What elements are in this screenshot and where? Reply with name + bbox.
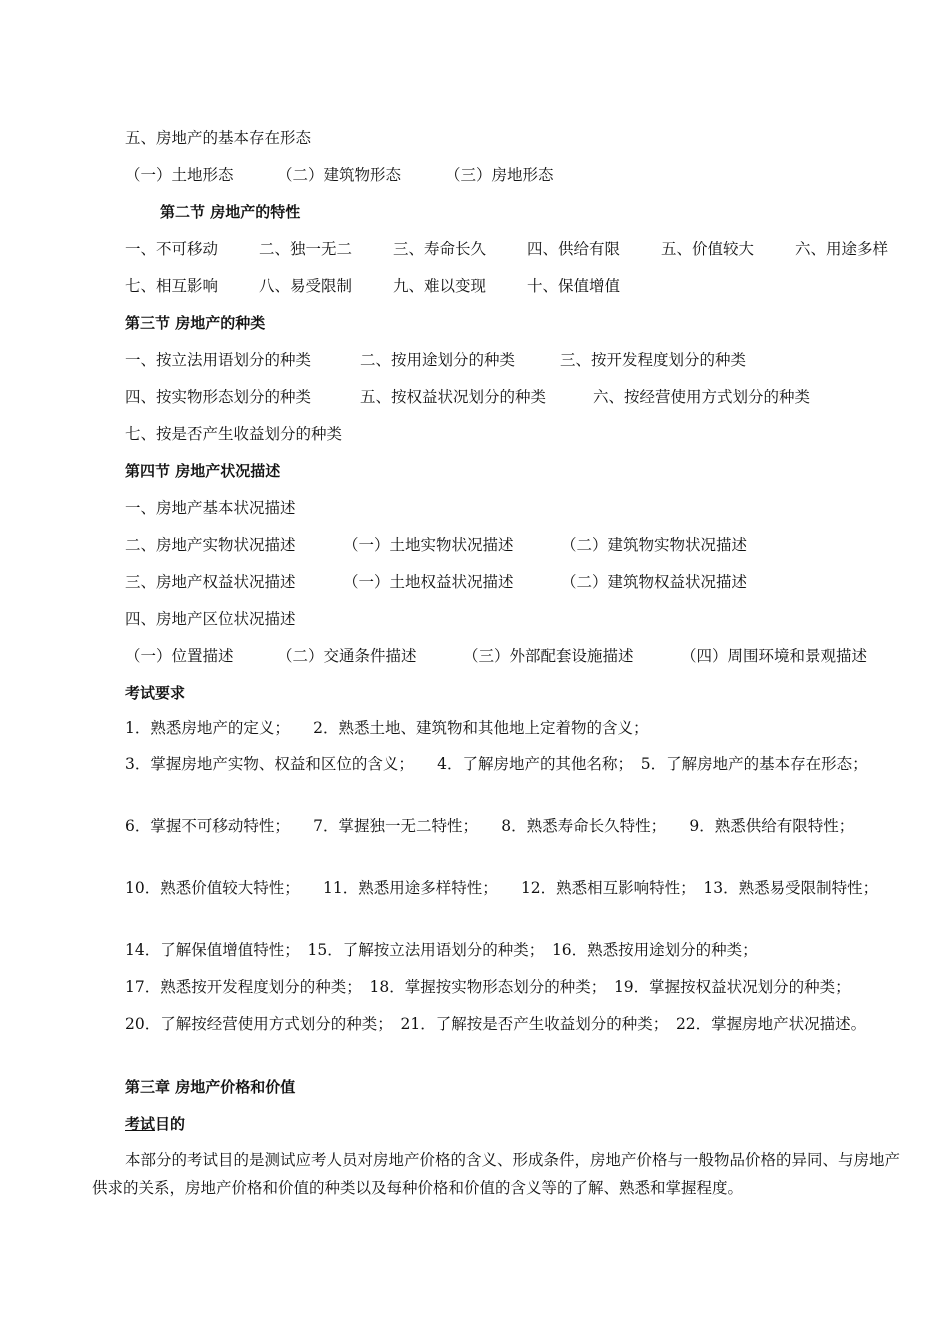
list-item: 四、供给有限 xyxy=(527,240,621,258)
list-item: 一、按立法用语划分的种类 xyxy=(125,351,312,369)
list-item: （一）土地实物状况描述 xyxy=(343,536,514,554)
list-item: （二）建筑物权益状况描述 xyxy=(561,573,748,591)
requirement-paragraph: 3．掌握房地产实物、权益和区位的含义； 4．了解房地产的其他名称； 5．了解房地产的基本存在形态； xyxy=(125,755,868,773)
list-item: （二）建筑物实物状况描述 xyxy=(561,536,748,554)
section-title: 考试要求 xyxy=(125,684,186,702)
list-item: 六、用途多样 xyxy=(795,240,889,258)
list-item: 三、按开发程度划分的种类 xyxy=(560,351,747,369)
list-item: （三）房地形态 xyxy=(445,166,554,184)
section-title: 第三节 房地产的种类 xyxy=(125,314,266,332)
list-item: （四）周围环境和景观描述 xyxy=(681,647,868,665)
list-item: 十、保值增值 xyxy=(527,277,621,295)
requirement-line: 17．熟悉按开发程度划分的种类； 18．掌握按实物形态划分的种类； 19．掌握按权益状况划分的种类； xyxy=(125,978,851,996)
section-heading: 五、房地产的基本存在形态 xyxy=(125,129,312,147)
list-item: （一）土地形态 xyxy=(125,166,234,184)
list-item: 二、按用途划分的种类 xyxy=(360,351,516,369)
subsection-title-rest: 目的 xyxy=(155,1115,186,1133)
list-item: 四、房地产区位状况描述 xyxy=(125,610,296,628)
list-item: 一、房地产基本状况描述 xyxy=(125,499,296,517)
requirement-paragraph: 20．了解按经营使用方式划分的种类； 21．了解按是否产生收益划分的种类； 22．掌握房地产状况描述。 xyxy=(125,1015,867,1033)
list-item: 七、相互影响 xyxy=(125,277,219,295)
list-item: （一）土地权益状况描述 xyxy=(343,573,514,591)
list-item: 九、难以变现 xyxy=(393,277,487,295)
list-item: （三）外部配套设施描述 xyxy=(463,647,634,665)
list-item: 五、价值较大 xyxy=(661,240,755,258)
list-item: （二）建筑物形态 xyxy=(277,166,402,184)
list-item: 四、按实物形态划分的种类 xyxy=(125,388,312,406)
list-item: 一、不可移动 xyxy=(125,240,219,258)
list-item: 七、按是否产生收益划分的种类 xyxy=(125,425,343,443)
requirement-line: 1．熟悉房地产的定义； 2．熟悉土地、建筑物和其他地上定着物的含义； xyxy=(125,719,649,737)
list-item: 二、独一无二 xyxy=(259,240,353,258)
list-item: 八、易受限制 xyxy=(259,277,353,295)
chapter-title: 第三章 房地产价格和价值 xyxy=(125,1078,296,1096)
list-item: 三、寿命长久 xyxy=(393,240,487,258)
requirement-line: 14．了解保值增值特性； 15．了解按立法用语划分的种类； 16．熟悉按用途划分的种类； xyxy=(125,941,758,959)
list-item: 五、按权益状况划分的种类 xyxy=(360,388,547,406)
list-item: 二、房地产实物状况描述 xyxy=(125,536,296,554)
subsection-title-underlined: 考试 xyxy=(125,1115,156,1133)
requirement-paragraph: 10．熟悉价值较大特性； 11．熟悉用途多样特性； 12．熟悉相互影响特性； 13．熟悉易受限制特性； xyxy=(125,879,879,897)
body-paragraph: 本部分的考试目的是测试应考人员对房地产价格的含义、形成条件，房地产价格与一般物品价格的异同、与房地产供求的关系，房地产价格和价值的种类以及每种价格和价值的含义等的了解、熟悉和掌握程度。 xyxy=(92,1151,901,1197)
section-title: 第二节 房地产的特性 xyxy=(160,203,301,221)
list-item: 六、按经营使用方式划分的种类 xyxy=(593,388,811,406)
list-item: 三、房地产权益状况描述 xyxy=(125,573,296,591)
requirement-paragraph: 6．掌握不可移动特性； 7．掌握独一无二特性； 8．熟悉寿命长久特性； 9．熟悉供给有限特性； xyxy=(125,817,855,835)
subsection-title xyxy=(125,1114,185,1134)
section-title: 第四节 房地产状况描述 xyxy=(125,462,281,480)
list-item: （一）位置描述 xyxy=(125,647,234,665)
list-item: （二）交通条件描述 xyxy=(277,647,417,665)
